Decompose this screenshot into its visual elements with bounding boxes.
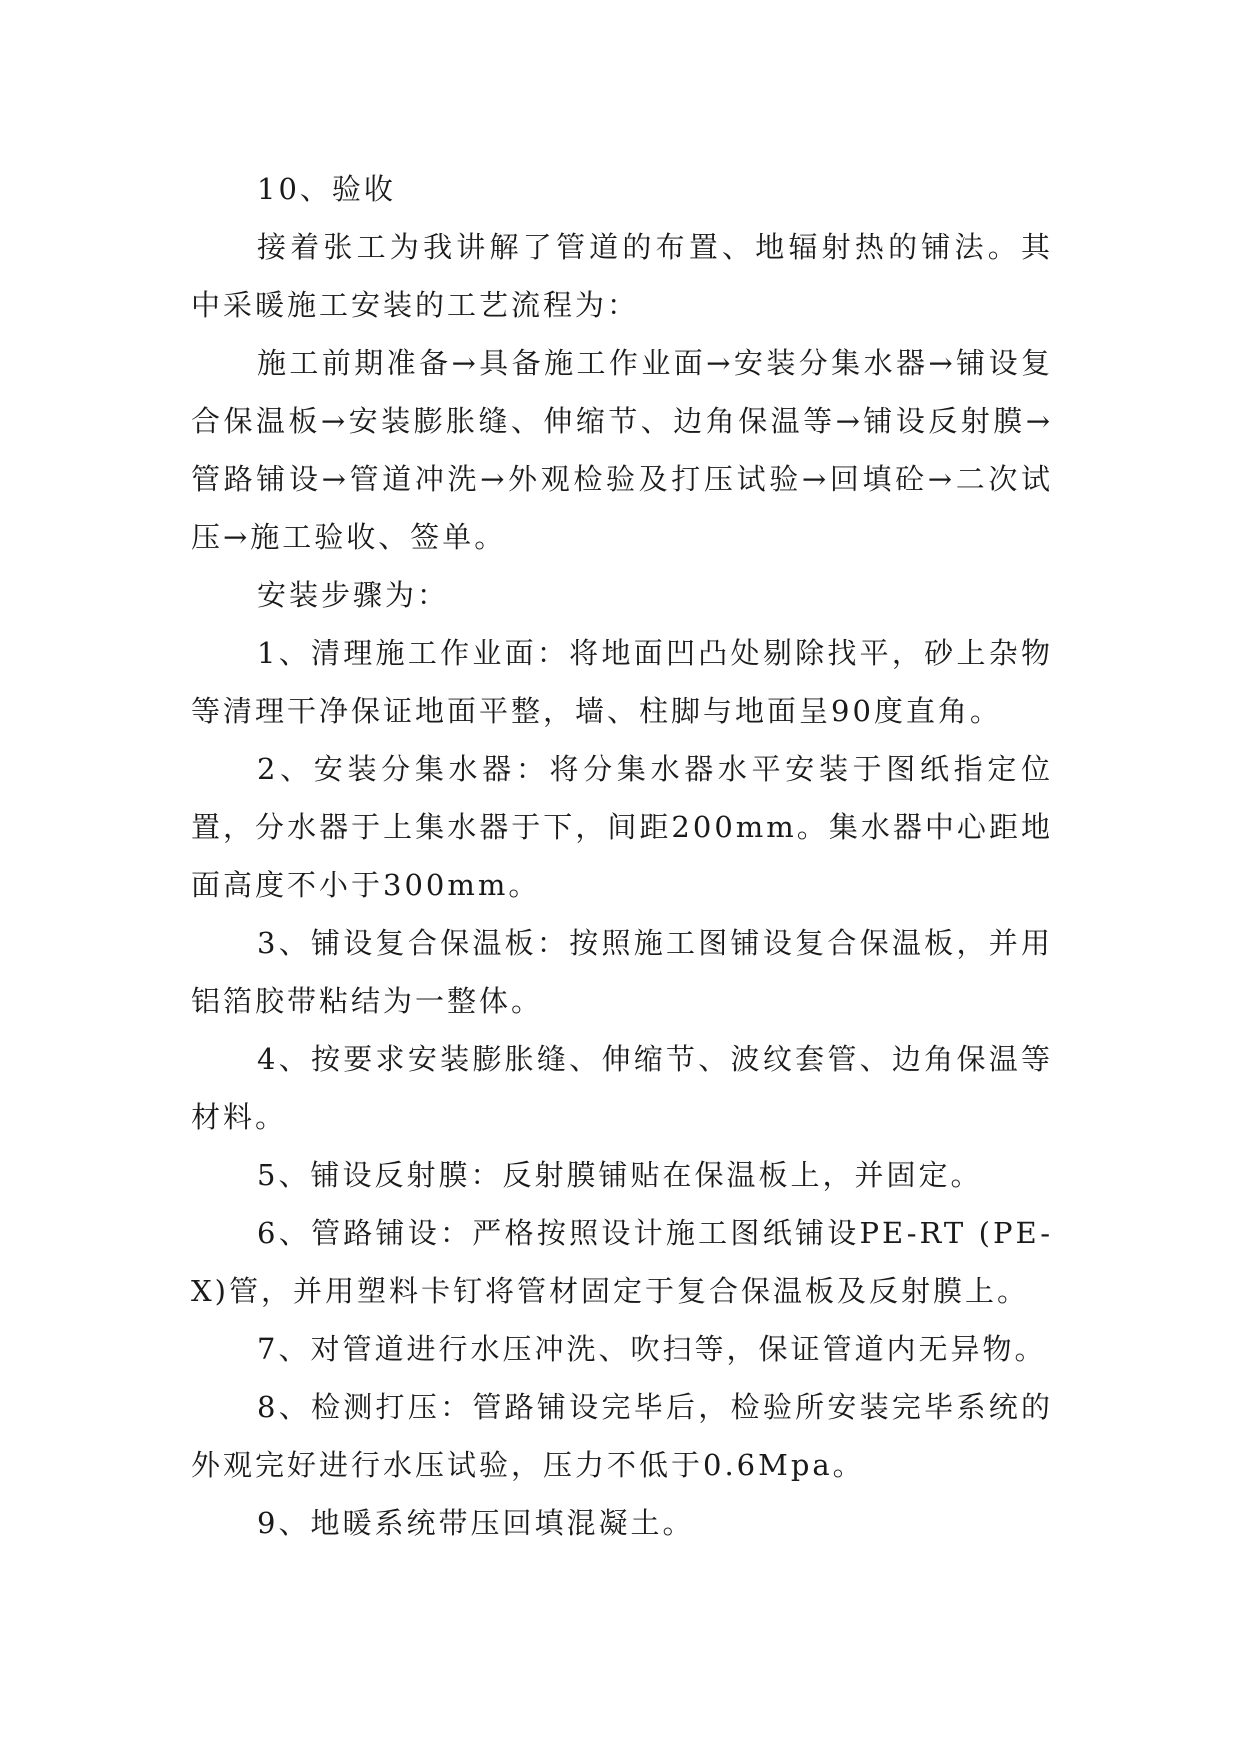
paragraph-step-4: 4、按要求安装膨胀缝、伸缩节、波纹套管、边角保温等材料。 [191, 1042, 1053, 1134]
paragraph-step-2: 2、安装分集水器：将分集水器水平安装于图纸指定位置，分水器于上集水器于下，间距200mm。集水器中心距地面高度不小于300mm。 [191, 752, 1053, 902]
paragraph-step-8: 8、检测打压：管路铺设完毕后，检验所安装完毕系统的外观完好进行水压试验，压力不低于0.6Mpa。 [191, 1390, 1053, 1482]
paragraph-steps-heading: 安装步骤为： [257, 578, 450, 612]
paragraph-step-5: 5、铺设反射膜：反射膜铺贴在保温板上，并固定。 [257, 1158, 983, 1192]
paragraph-step-7: 7、对管道进行水压冲洗、吹扫等，保证管道内无异物。 [257, 1332, 1047, 1366]
paragraph-process-flow: 施工前期准备→具备施工作业面→安装分集水器→铺设复合保温板→安装膨胀缝、伸缩节、边角保温等→铺设反射膜→管路铺设→管道冲洗→外观检验及打压试验→回填砼→二次试压→施工验收、签单。 [191, 346, 1053, 554]
paragraph-step-9: 9、地暖系统带压回填混凝土。 [257, 1506, 695, 1540]
paragraph-intro: 接着张工为我讲解了管道的布置、地辐射热的铺法。其中采暖施工安装的工艺流程为： [191, 230, 1053, 322]
document-body [191, 160, 1053, 1552]
paragraph-step-3: 3、铺设复合保温板：按照施工图铺设复合保温板，并用铝箔胶带粘结为一整体。 [191, 926, 1053, 1018]
paragraph-step-6: 6、管路铺设：严格按照设计施工图纸铺设PE-RT (PE-X)管，并用塑料卡钉将管材固定于复合保温板及反射膜上。 [191, 1216, 1053, 1308]
paragraph-step-1: 1、清理施工作业面：将地面凹凸处剔除找平，砂上杂物等清理干净保证地面平整，墙、柱脚与地面呈90度直角。 [191, 636, 1053, 728]
paragraph-acceptance-heading: 10、验收 [257, 172, 396, 206]
